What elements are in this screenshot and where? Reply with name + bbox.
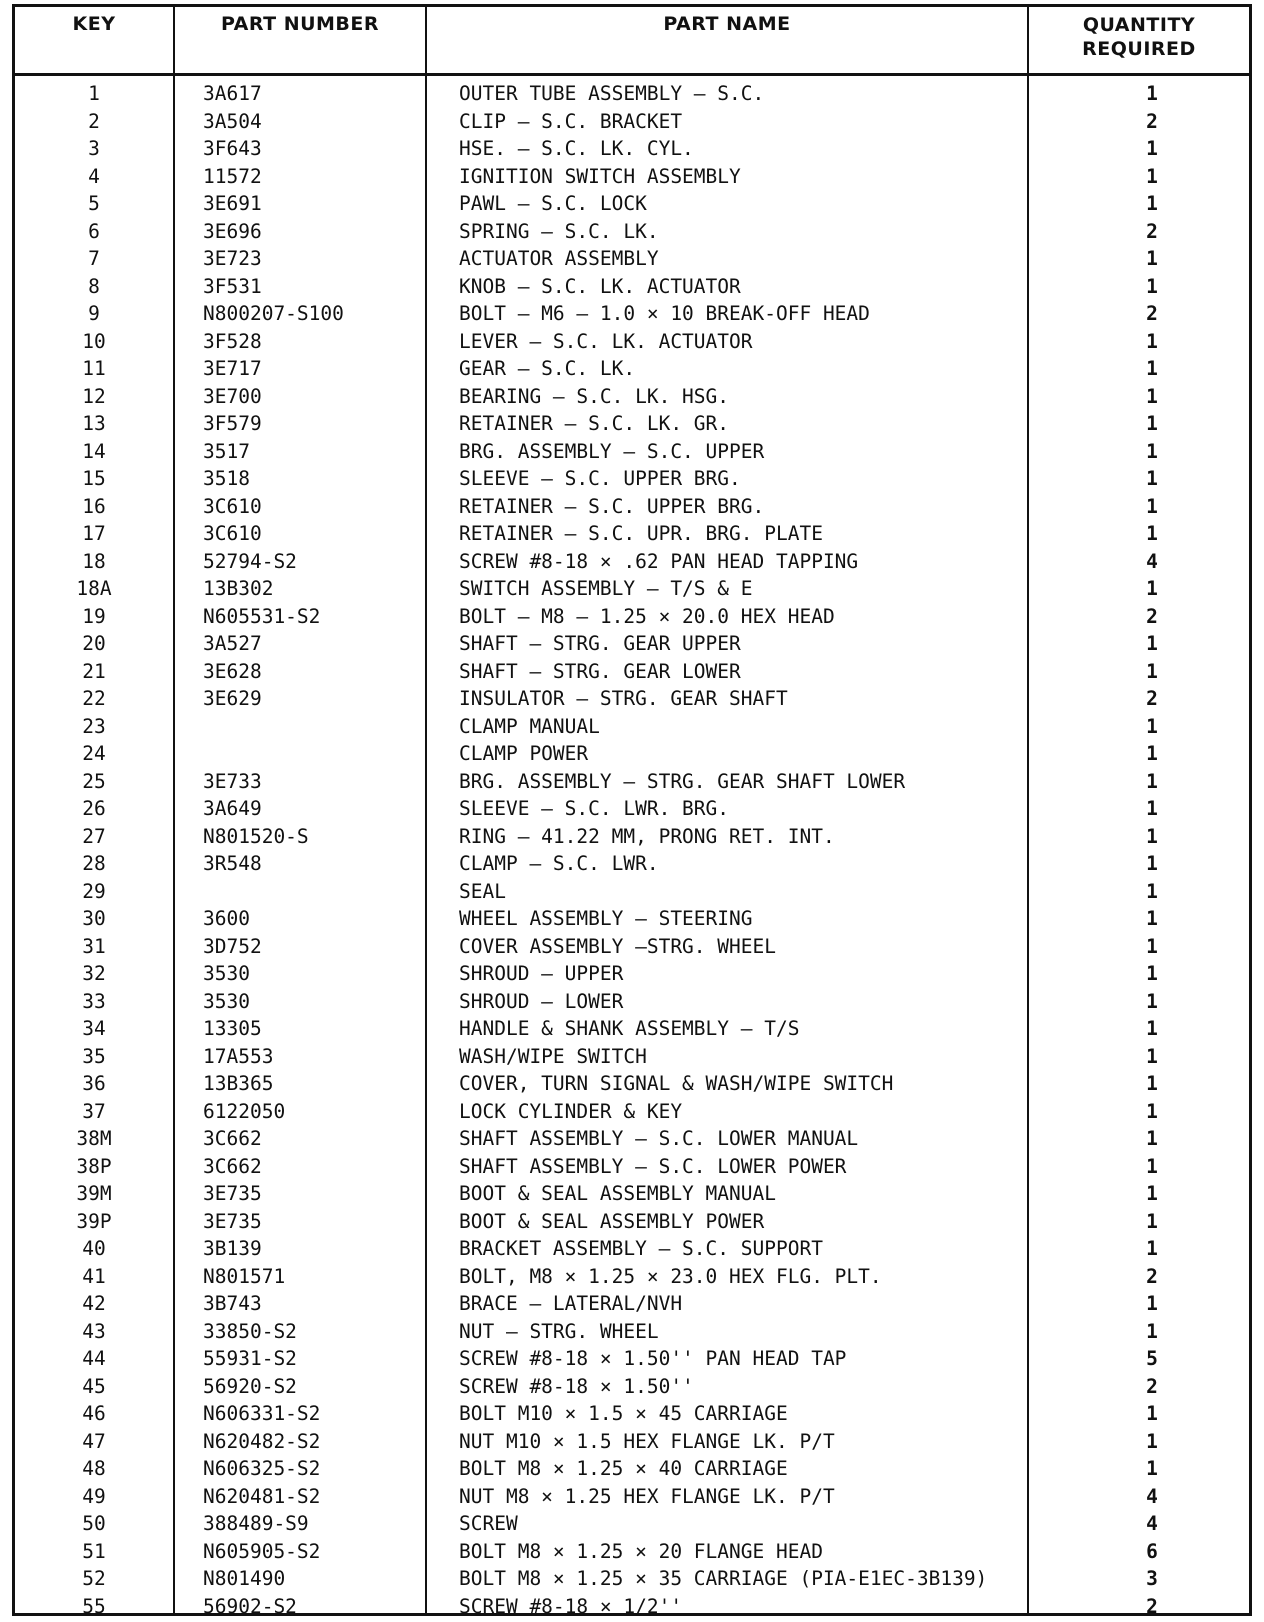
quantity-cell: 2 (1146, 219, 1158, 243)
quantity-cell: 1 (1146, 467, 1158, 490)
part-number-cell: 3E735 (203, 1182, 262, 1205)
key-cell: 45 (82, 1374, 106, 1398)
part-number-cell: 3A649 (203, 797, 262, 820)
part-number-cell: 3517 (203, 439, 250, 463)
quantity-cell: 4 (1146, 1484, 1158, 1508)
quantity-cell: 1 (1146, 1044, 1158, 1068)
part-number-cell: 388489-S9 (203, 1512, 309, 1535)
quantity-cell: 1 (1146, 962, 1158, 985)
quantity-cell: 1 (1146, 934, 1158, 958)
header-part-name-label: PART NAME (663, 13, 791, 35)
quantity-cell: 1 (1146, 824, 1158, 848)
key-cell: 9 (88, 302, 100, 325)
part-name-cell: BOLT — M8 — 1.25 × 20.0 HEX HEAD (459, 604, 835, 628)
quantity-cell: 2 (1146, 604, 1158, 628)
part-number-cell: 55931-S2 (203, 1347, 297, 1370)
header-quantity (1029, 7, 1249, 79)
key-cell: 11 (82, 357, 106, 380)
part-name-cell: BRG. ASSEMBLY — S.C. UPPER (459, 439, 765, 463)
part-number-cell: N606325-S2 (203, 1457, 321, 1480)
part-number-cell: 3F528 (203, 329, 262, 353)
table-row (15, 328, 1249, 356)
key-cell: 34 (82, 1017, 106, 1040)
key-cell: 52 (82, 1567, 106, 1590)
key-cell: 8 (88, 274, 100, 298)
part-number-cell: N801490 (203, 1567, 286, 1590)
part-number-cell: 3E733 (203, 769, 262, 793)
table-row (15, 1015, 1249, 1043)
table-row (15, 1043, 1249, 1071)
header-part-number (175, 7, 425, 79)
part-name-cell: BOLT M10 × 1.5 × 45 CARRIAGE (459, 1402, 788, 1425)
quantity-cell: 1 (1146, 769, 1158, 793)
part-name-cell: SPRING — S.C. LK. (459, 219, 659, 243)
part-name-cell: COVER ASSEMBLY —STRG. WHEEL (459, 934, 776, 958)
part-name-cell: SHAFT ASSEMBLY — S.C. LOWER POWER (459, 1154, 847, 1178)
quantity-cell: 1 (1146, 522, 1158, 545)
key-cell: 43 (82, 1319, 106, 1343)
part-name-cell: SHAFT — STRG. GEAR UPPER (459, 632, 741, 655)
table-row (15, 603, 1249, 631)
quantity-cell: 1 (1146, 137, 1158, 160)
quantity-cell: 1 (1146, 577, 1158, 600)
key-cell: 39P (76, 1209, 112, 1233)
key-cell: 18 (82, 549, 106, 573)
header-key-label: KEY (72, 13, 116, 35)
quantity-cell: 1 (1146, 879, 1158, 903)
table-row (15, 190, 1249, 218)
table-row (15, 795, 1249, 823)
part-number-cell: 3530 (203, 962, 250, 985)
part-name-cell: BOLT M8 × 1.25 × 40 CARRIAGE (459, 1457, 788, 1480)
part-number-cell: N801520-S (203, 824, 309, 848)
key-cell: 31 (82, 934, 106, 958)
table-row (15, 1538, 1249, 1566)
table-row (15, 740, 1249, 768)
key-cell: 51 (82, 1539, 106, 1563)
quantity-cell: 1 (1146, 907, 1158, 930)
part-number-cell: 3600 (203, 907, 250, 930)
key-cell: 17 (82, 522, 106, 545)
table-row (15, 1565, 1249, 1593)
table-row (15, 163, 1249, 191)
key-cell: 50 (82, 1512, 106, 1535)
key-cell: 23 (82, 714, 106, 738)
key-cell: 36 (82, 1072, 106, 1095)
table-row (15, 988, 1249, 1016)
key-cell: 42 (82, 1292, 106, 1315)
part-number-cell: N620482-S2 (203, 1429, 321, 1453)
table-row (15, 768, 1249, 796)
part-name-cell: RING — 41.22 MM, PRONG RET. INT. (459, 824, 835, 848)
part-number-cell: 3E717 (203, 357, 262, 380)
quantity-cell: 1 (1146, 384, 1158, 408)
part-name-cell: BRG. ASSEMBLY — STRG. GEAR SHAFT LOWER (459, 769, 906, 793)
quantity-cell: 1 (1146, 989, 1158, 1013)
part-name-cell: SCREW (459, 1512, 518, 1535)
key-cell: 30 (82, 907, 106, 930)
key-cell: 41 (82, 1264, 106, 1288)
part-number-cell: 3E628 (203, 659, 262, 683)
part-name-cell: CLAMP MANUAL (459, 714, 600, 738)
part-name-cell: GEAR — S.C. LK. (459, 357, 636, 380)
part-number-cell: 13B302 (203, 577, 274, 600)
key-cell: 10 (82, 329, 106, 353)
part-name-cell: SCREW #8-18 × 1.50'' (459, 1374, 694, 1398)
part-number-cell: 6122050 (203, 1099, 286, 1123)
key-cell: 20 (82, 632, 106, 655)
part-number-cell: 3E735 (203, 1209, 262, 1233)
part-name-cell: INSULATOR — STRG. GEAR SHAFT (459, 687, 788, 710)
quantity-cell: 1 (1146, 1429, 1158, 1453)
part-name-cell: SLEEVE — S.C. UPPER BRG. (459, 467, 741, 490)
part-number-cell: 3B743 (203, 1292, 262, 1315)
quantity-cell: 1 (1146, 1292, 1158, 1315)
key-cell: 18A (76, 577, 112, 600)
part-number-cell: 3C662 (203, 1154, 262, 1178)
key-cell: 7 (88, 247, 100, 270)
part-name-cell: LOCK CYLINDER & KEY (459, 1099, 683, 1123)
parts-list-table (12, 4, 1252, 1616)
part-number-cell: N801571 (203, 1264, 286, 1288)
part-name-cell: BRACKET ASSEMBLY — S.C. SUPPORT (459, 1237, 823, 1260)
part-name-cell: SHAFT — STRG. GEAR LOWER (459, 659, 741, 683)
part-name-cell: CLAMP — S.C. LWR. (459, 852, 659, 875)
table-row (15, 878, 1249, 906)
quantity-cell: 1 (1146, 412, 1158, 435)
part-number-cell: 56902-S2 (203, 1594, 297, 1618)
table-row (15, 465, 1249, 493)
part-name-cell: BOLT M8 × 1.25 × 20 FLANGE HEAD (459, 1539, 823, 1563)
part-name-cell: WASH/WIPE SWITCH (459, 1044, 647, 1068)
table-row (15, 493, 1249, 521)
part-name-cell: CLIP — S.C. BRACKET (459, 109, 683, 133)
table-row (15, 630, 1249, 658)
part-name-cell: BOOT & SEAL ASSEMBLY MANUAL (459, 1182, 776, 1205)
part-name-cell: CLAMP POWER (459, 742, 589, 765)
table-row (15, 1345, 1249, 1373)
table-row (15, 300, 1249, 328)
quantity-cell: 4 (1146, 1512, 1158, 1535)
quantity-cell: 1 (1146, 494, 1158, 518)
part-number-cell: N800207-S100 (203, 302, 344, 325)
quantity-cell: 1 (1146, 357, 1158, 380)
table-row (15, 1153, 1249, 1181)
quantity-cell: 1 (1146, 1237, 1158, 1260)
key-cell: 5 (88, 192, 100, 215)
key-cell: 39M (76, 1182, 112, 1205)
key-cell: 4 (88, 164, 100, 188)
part-name-cell: SCREW #8-18 × .62 PAN HEAD TAPPING (459, 549, 859, 573)
table-row (15, 1455, 1249, 1483)
table-row (15, 960, 1249, 988)
key-cell: 13 (82, 412, 106, 435)
part-name-cell: RETAINER — S.C. LK. GR. (459, 412, 730, 435)
key-cell: 2 (88, 109, 100, 133)
table-row (15, 108, 1249, 136)
part-number-cell: 3C610 (203, 494, 262, 518)
key-cell: 44 (82, 1347, 106, 1370)
part-name-cell: BOLT — M6 — 1.0 × 10 BREAK-OFF HEAD (459, 302, 870, 325)
part-name-cell: SHROUD — UPPER (459, 962, 624, 985)
table-row (15, 520, 1249, 548)
table-row (15, 1070, 1249, 1098)
key-cell: 26 (82, 797, 106, 820)
part-name-cell: SHAFT ASSEMBLY — S.C. LOWER MANUAL (459, 1127, 859, 1150)
part-number-cell: 3E629 (203, 687, 262, 710)
table-row (15, 410, 1249, 438)
key-cell: 1 (88, 82, 100, 105)
part-name-cell: BOLT, M8 × 1.25 × 23.0 HEX FLG. PLT. (459, 1264, 882, 1288)
table-row (15, 1373, 1249, 1401)
key-cell: 24 (82, 742, 106, 765)
part-number-cell: 3518 (203, 467, 250, 490)
key-cell: 16 (82, 494, 106, 518)
part-number-cell: N605905-S2 (203, 1539, 321, 1563)
table-row (15, 1263, 1249, 1291)
part-number-cell: 3E723 (203, 247, 262, 270)
quantity-cell: 6 (1146, 1539, 1158, 1563)
key-cell: 12 (82, 384, 106, 408)
table-row (15, 1510, 1249, 1538)
table-row (15, 355, 1249, 383)
key-cell: 19 (82, 604, 106, 628)
part-number-cell: 56920-S2 (203, 1374, 297, 1398)
part-name-cell: PAWL — S.C. LOCK (459, 192, 647, 215)
part-number-cell: 11572 (203, 164, 262, 188)
quantity-cell: 1 (1146, 1099, 1158, 1123)
key-cell: 46 (82, 1402, 106, 1425)
table-row (15, 135, 1249, 163)
key-cell: 38M (76, 1127, 112, 1150)
table-row (15, 1290, 1249, 1318)
part-name-cell: SHROUD — LOWER (459, 989, 624, 1013)
table-row (15, 245, 1249, 273)
part-name-cell: SEAL (459, 879, 506, 903)
table-row (15, 1125, 1249, 1153)
quantity-cell: 1 (1146, 1182, 1158, 1205)
key-cell: 37 (82, 1099, 106, 1123)
part-name-cell: BOOT & SEAL ASSEMBLY POWER (459, 1209, 765, 1233)
part-name-cell: COVER, TURN SIGNAL & WASH/WIPE SWITCH (459, 1072, 894, 1095)
table-row (15, 823, 1249, 851)
part-name-cell: KNOB — S.C. LK. ACTUATOR (459, 274, 741, 298)
quantity-cell: 2 (1146, 302, 1158, 325)
key-cell: 3 (88, 137, 100, 160)
key-cell: 28 (82, 852, 106, 875)
part-number-cell: 3C662 (203, 1127, 262, 1150)
table-row (15, 80, 1249, 108)
header-part-number-label: PART NUMBER (220, 13, 380, 35)
part-name-cell: SLEEVE — S.C. LWR. BRG. (459, 797, 730, 820)
part-number-cell: 13B365 (203, 1072, 274, 1095)
part-name-cell: OUTER TUBE ASSEMBLY — S.C. (459, 82, 765, 105)
part-name-cell: BOLT M8 × 1.25 × 35 CARRIAGE (PIA-E1EC-3B139) (459, 1567, 988, 1590)
part-number-cell: 3C610 (203, 522, 262, 545)
quantity-cell: 1 (1146, 329, 1158, 353)
table-row (15, 1593, 1249, 1621)
table-row (15, 850, 1249, 878)
table-row (15, 685, 1249, 713)
quantity-cell: 1 (1146, 1017, 1158, 1040)
key-cell: 14 (82, 439, 106, 463)
quantity-cell: 1 (1146, 1127, 1158, 1150)
part-name-cell: SCREW #8-18 × 1.50'' PAN HEAD TAP (459, 1347, 847, 1370)
table-row (15, 658, 1249, 686)
table-row (15, 575, 1249, 603)
table-header (15, 7, 1249, 76)
table-body (15, 76, 1249, 1618)
table-row (15, 1428, 1249, 1456)
quantity-cell: 1 (1146, 1319, 1158, 1343)
header-key (15, 7, 173, 79)
table-row (15, 905, 1249, 933)
table-row (15, 1400, 1249, 1428)
key-cell: 33 (82, 989, 106, 1013)
table-row (15, 1180, 1249, 1208)
key-cell: 38P (76, 1154, 112, 1178)
table-row (15, 1483, 1249, 1511)
quantity-cell: 3 (1146, 1567, 1158, 1590)
quantity-cell: 1 (1146, 742, 1158, 765)
part-number-cell: 3R548 (203, 852, 262, 875)
key-cell: 22 (82, 687, 106, 710)
quantity-cell: 2 (1146, 1594, 1158, 1618)
part-number-cell: 3F643 (203, 137, 262, 160)
key-cell: 25 (82, 769, 106, 793)
key-cell: 15 (82, 467, 106, 490)
table-row (15, 713, 1249, 741)
quantity-cell: 1 (1146, 852, 1158, 875)
quantity-cell: 1 (1146, 659, 1158, 683)
table-row (15, 218, 1249, 246)
key-cell: 47 (82, 1429, 106, 1453)
table-row (15, 1318, 1249, 1346)
part-name-cell: HANDLE & SHANK ASSEMBLY — T/S (459, 1017, 800, 1040)
key-cell: 29 (82, 879, 106, 903)
table-row (15, 383, 1249, 411)
quantity-cell: 1 (1146, 439, 1158, 463)
part-number-cell: 3D752 (203, 934, 262, 958)
part-number-cell: 3F579 (203, 412, 262, 435)
part-number-cell: 52794-S2 (203, 549, 297, 573)
table-row (15, 273, 1249, 301)
quantity-cell: 1 (1146, 1457, 1158, 1480)
header-part-name (427, 7, 1027, 79)
header-quantity-line1: QUANTITY (1082, 14, 1196, 36)
quantity-cell: 4 (1146, 549, 1158, 573)
quantity-cell: 5 (1146, 1347, 1158, 1370)
key-cell: 35 (82, 1044, 106, 1068)
quantity-cell: 1 (1146, 1402, 1158, 1425)
quantity-cell: 1 (1146, 797, 1158, 820)
key-cell: 55 (82, 1594, 106, 1618)
key-cell: 40 (82, 1237, 106, 1260)
quantity-cell: 1 (1146, 714, 1158, 738)
table-row (15, 548, 1249, 576)
part-name-cell: BEARING — S.C. LK. HSG. (459, 384, 730, 408)
key-cell: 21 (82, 659, 106, 683)
part-number-cell: N605531-S2 (203, 604, 321, 628)
table-row (15, 1208, 1249, 1236)
quantity-cell: 1 (1146, 1209, 1158, 1233)
key-cell: 27 (82, 824, 106, 848)
quantity-cell: 1 (1146, 1154, 1158, 1178)
part-name-cell: IGNITION SWITCH ASSEMBLY (459, 164, 741, 188)
part-number-cell: 3E691 (203, 192, 262, 215)
part-name-cell: RETAINER — S.C. UPR. BRG. PLATE (459, 522, 823, 545)
part-number-cell: 3A504 (203, 109, 262, 133)
quantity-cell: 2 (1146, 1264, 1158, 1288)
part-number-cell: 17A553 (203, 1044, 274, 1068)
part-number-cell: 3E696 (203, 219, 262, 243)
table-row (15, 1098, 1249, 1126)
quantity-cell: 1 (1146, 164, 1158, 188)
part-number-cell: N620481-S2 (203, 1484, 321, 1508)
quantity-cell: 1 (1146, 247, 1158, 270)
part-name-cell: ACTUATOR ASSEMBLY (459, 247, 659, 270)
quantity-cell: 1 (1146, 192, 1158, 215)
quantity-cell: 1 (1146, 82, 1158, 105)
key-cell: 6 (88, 219, 100, 243)
quantity-cell: 1 (1146, 632, 1158, 655)
key-cell: 48 (82, 1457, 106, 1480)
part-number-cell: 3B139 (203, 1237, 262, 1260)
table-row (15, 933, 1249, 961)
part-number-cell: 3E700 (203, 384, 262, 408)
quantity-cell: 1 (1146, 1072, 1158, 1095)
quantity-cell: 2 (1146, 687, 1158, 710)
part-name-cell: NUT — STRG. WHEEL (459, 1319, 659, 1343)
part-number-cell: 3530 (203, 989, 250, 1013)
quantity-cell: 2 (1146, 109, 1158, 133)
part-number-cell: 33850-S2 (203, 1319, 297, 1343)
key-cell: 32 (82, 962, 106, 985)
part-name-cell: LEVER — S.C. LK. ACTUATOR (459, 329, 753, 353)
part-number-cell: N606331-S2 (203, 1402, 321, 1425)
table-row (15, 438, 1249, 466)
part-name-cell: SCREW #8-18 × 1/2'' (459, 1594, 683, 1618)
part-name-cell: HSE. — S.C. LK. CYL. (459, 137, 694, 160)
part-name-cell: NUT M10 × 1.5 HEX FLANGE LK. P/T (459, 1429, 835, 1453)
table-row (15, 1235, 1249, 1263)
header-quantity-line2: REQUIRED (1082, 38, 1196, 60)
part-name-cell: NUT M8 × 1.25 HEX FLANGE LK. P/T (459, 1484, 835, 1508)
part-name-cell: RETAINER — S.C. UPPER BRG. (459, 494, 765, 518)
quantity-cell: 1 (1146, 274, 1158, 298)
part-number-cell: 3A617 (203, 82, 262, 105)
part-number-cell: 13305 (203, 1017, 262, 1040)
part-number-cell: 3F531 (203, 274, 262, 298)
part-name-cell: WHEEL ASSEMBLY — STEERING (459, 907, 753, 930)
quantity-cell: 2 (1146, 1374, 1158, 1398)
part-number-cell: 3A527 (203, 632, 262, 655)
part-name-cell: SWITCH ASSEMBLY — T/S & E (459, 577, 753, 600)
part-name-cell: BRACE — LATERAL/NVH (459, 1292, 683, 1315)
key-cell: 49 (82, 1484, 106, 1508)
